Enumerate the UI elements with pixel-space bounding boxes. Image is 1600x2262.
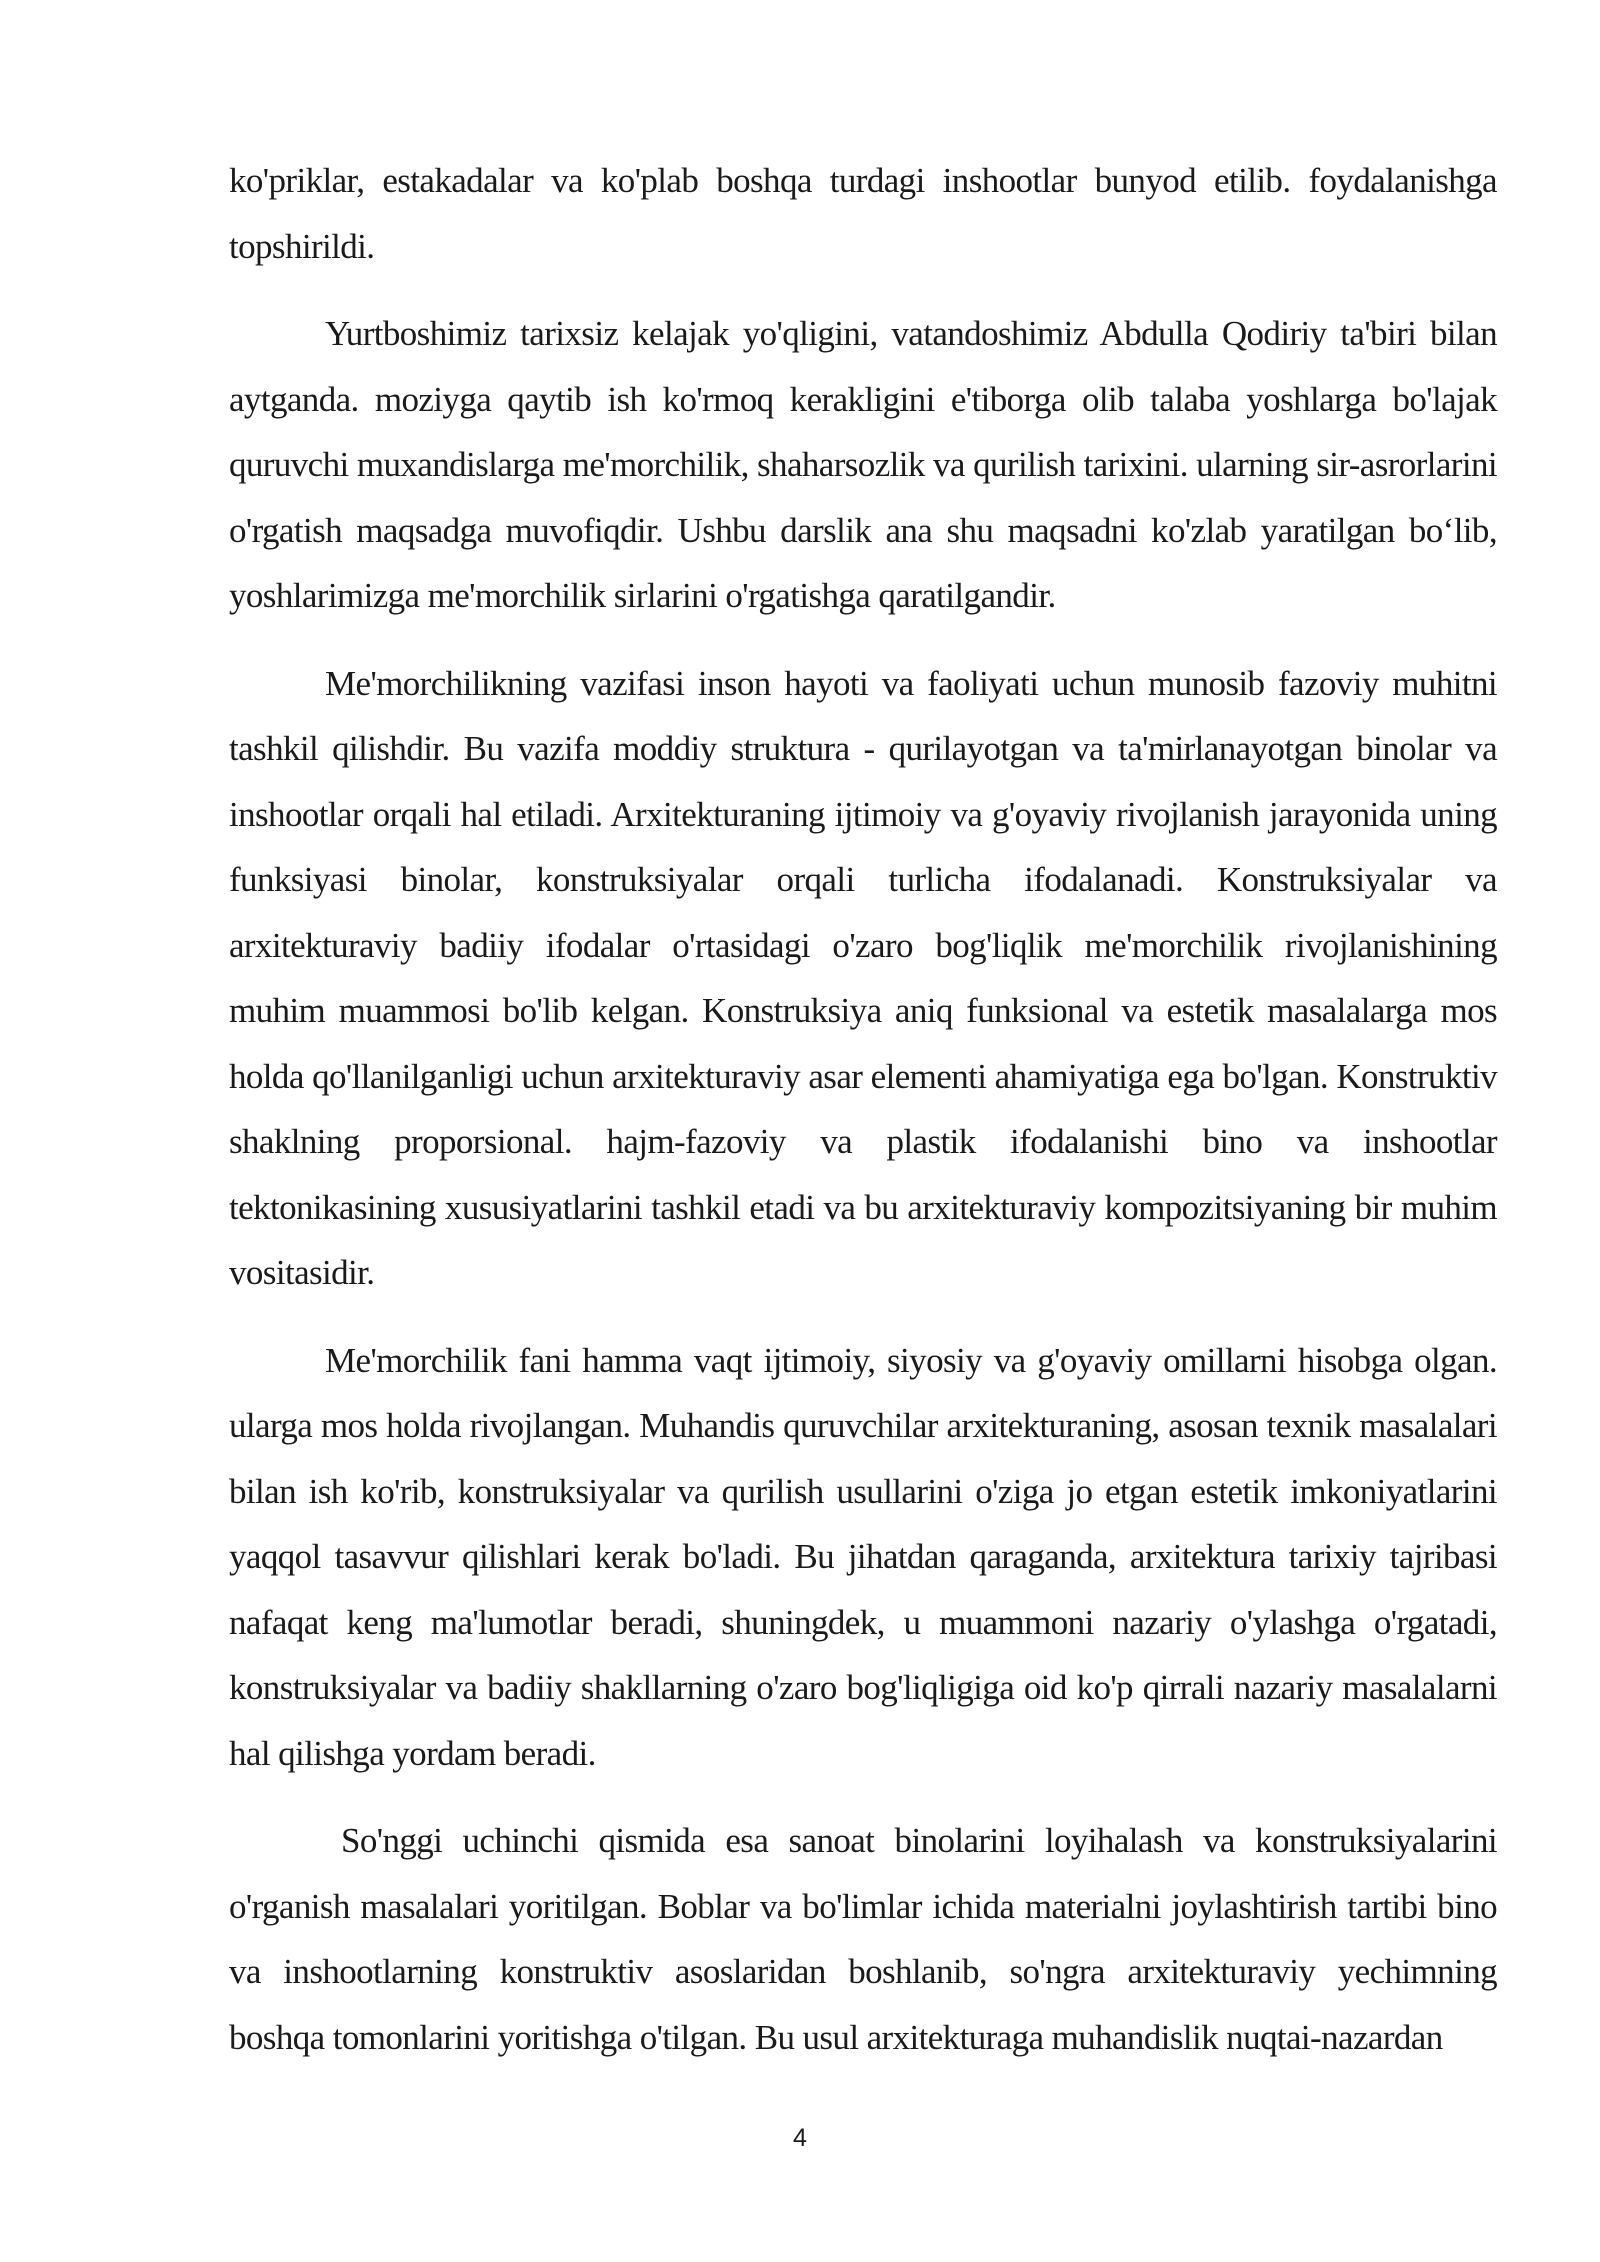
paragraph-memorchilik-fani: Me'morchilik fani hamma vaqt ijtimoiy, siyosiy va g'oyaviy omillarni hisobga olgan. ularga mos holda rivojlangan. Muhandis quruvchilar arxitekturaning, asosan texnik masalalari bilan ish ko'rib, konstruksiyalar va qurilish usullarini o'ziga jo etgan estetik imkoniyatlarini yaqqol tasavvur qilishlari kerak bo'ladi. Bu jihatdan qaraganda, arxitektura tarixiy tajribasi nafaqat keng ma'lumotlar beradi, shuningdek, u muammoni nazariy o'ylashga o'rgatadi, konstruksiyalar va badiiy shakllarning o'zaro bog'liqligiga oid ko'p qirrali nazariy masalalarni hal qilishga yordam beradi. xyxy=(229,1340,1497,1773)
page-number: 4 xyxy=(793,2124,807,2152)
paragraph-memorchilik-vazifasi: Me'morchilikning vazifasi inson hayoti va faoliyati uchun munosib fazoviy muhitni tashkil qilishdir. Bu vazifa moddiy struktura - qurilayotgan va ta'mirlanayotgan binolar va inshootlar orqali hal etiladi. Arxitekturaning ijtimoiy va g'oyaviy rivojlanish jarayonida uning funksiyasi binolar, konstruksiyalar orqali turlicha ifodalanadi. Konstruksiyalar va arxitekturaviy badiiy ifodalar o'rtasidagi o'zaro bog'liqlik me'morchilik rivojlanishining muhim muammosi bo'lib kelgan. Konstruksiya aniq funksional va estetik masalalarga mos holda qo'llanilganligi uchun arxitekturaviy asar elementi ahamiyatiga ega bo'lgan. Konstruktiv shaklning proporsional. hajm-fazoviy va plastik ifodalanishi bino va inshootlar tektonikasining xususiyatlarini tashkil etadi va bu arxitekturaviy kompozitsiyaning bir muhim vositasidir. xyxy=(229,663,1497,1292)
paragraph-yurtboshimiz: Yurtboshimiz tarixsiz kelajak yo'qligini, vatandoshimiz Abdulla Qodiriy ta'biri bilan aytganda. moziyga qaytib ish ko'rmoq kerakligini e'tiborga olib talaba yoshlarga bo'lajak quruvchi muxandislarga me'morchilik, shaharsozlik va qurilish tarixini. ularning sir-asrorlarini o'rgatish maqsadga muvofiqdir. Ushbu darslik ana shu maqsadni ko'zlab yaratilgan bo‘lib, yoshlarimizga me'morchilik sirlarini o'rgatishga qaratilgandir. xyxy=(229,314,1497,615)
body-text xyxy=(229,148,1497,2070)
paragraph-continuation: ko'priklar, estakadalar va ko'plab boshqa turdagi inshootlar bunyod etilib. foydalanishga topshirildi. xyxy=(229,161,1497,266)
paragraph-sonnggi-qism: So'nggi uchinchi qismida esa sanoat binolarini loyihalash va konstruksiyalarini o'rganish masalalari yoritilgan. Boblar va bo'limlar ichida materialni joylashtirish tartibi bino va inshootlarning konstruktiv asoslaridan boshlanib, so'ngra arxitekturaviy yechimning boshqa tomonlarini yoritishga o'tilgan. Bu usul arxitekturaga muhandislik nuqtai-nazardan xyxy=(229,1821,1497,2057)
